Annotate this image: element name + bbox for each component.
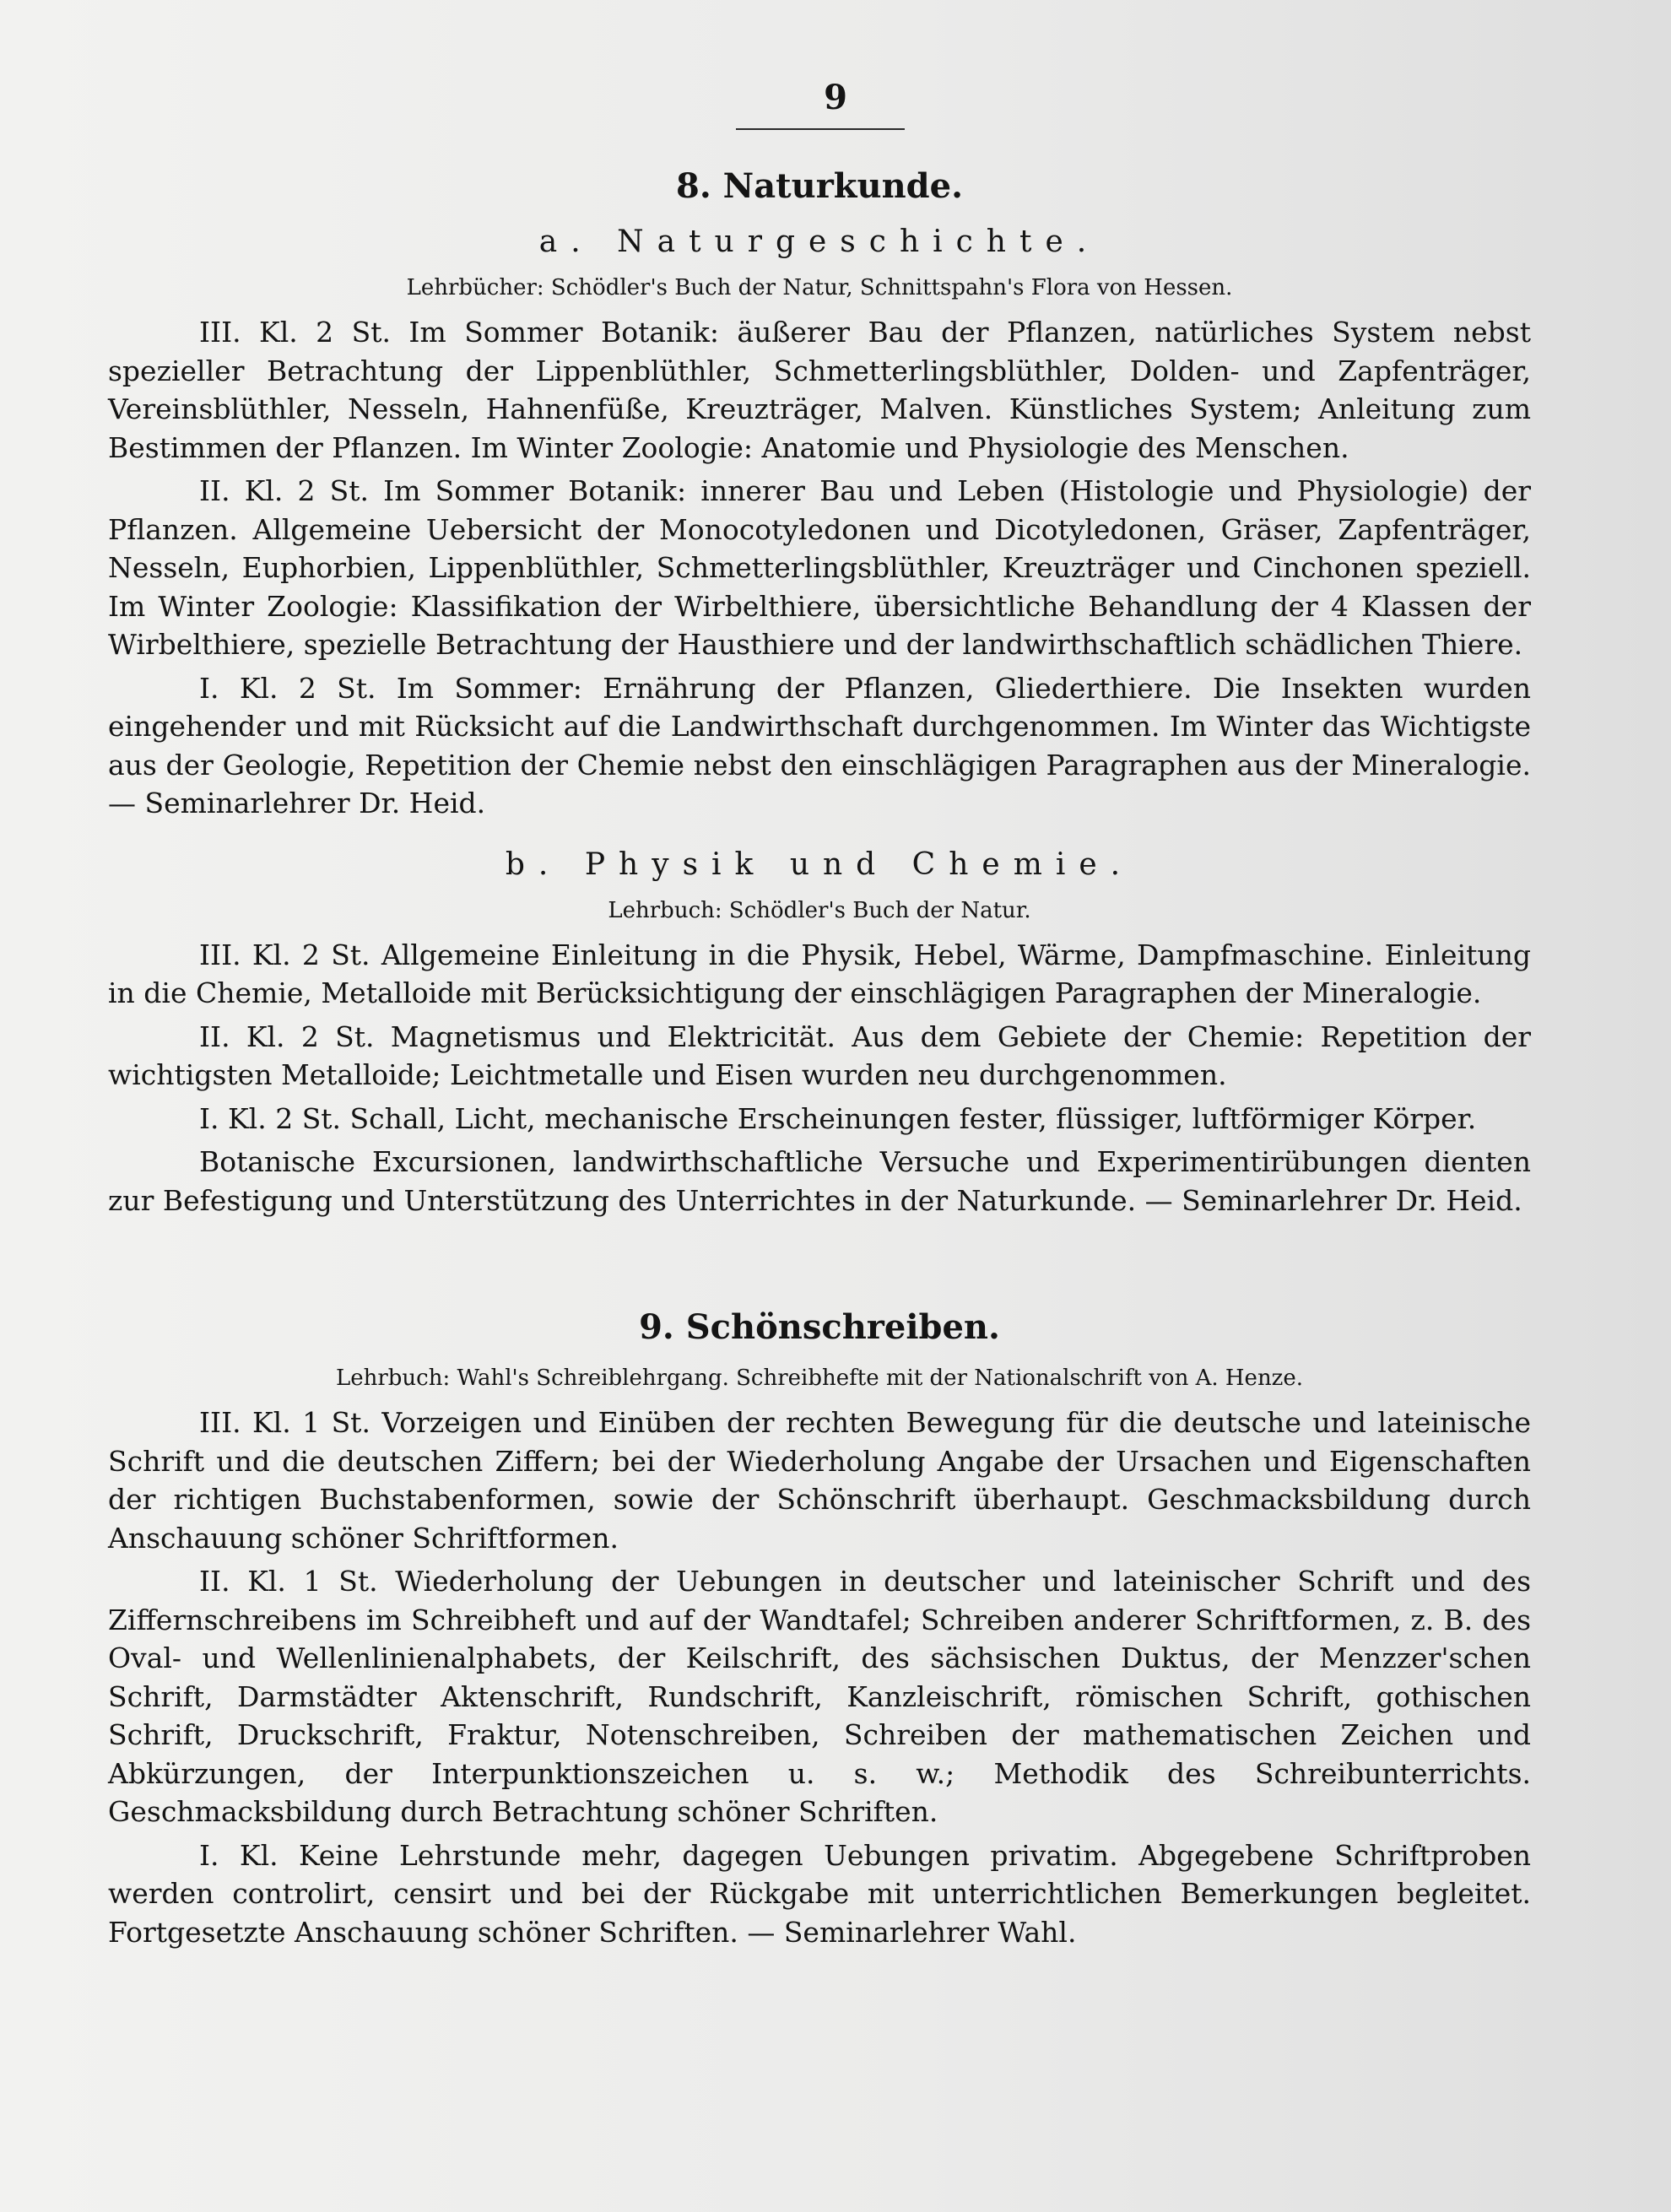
subsection-physik-chemie (108, 840, 1531, 1220)
paragraph-naturgeschichte-class-iii: III. Kl. 2 St. Im Sommer Botanik: äußerer Bau der Pflanzen, natürliches System nebst spezieller Betrachtung der Lippenblüthler, Schmetterlingsblüthler, Dolden- und Zapfenträger, Vereinsblüthler, Nesseln, Hahnenfüße, Kreuzträger, Malven. Künstliches System; Anleitung zum Bestimmen der Pflanzen. Im Winter Zoologie: Anatomie und Physiologie des Menschen. (108, 316, 1531, 464)
textbooks-physik-chemie: Lehrbuch: Schödler's Buch der Natur. (608, 897, 1031, 923)
paragraph-schoenschreiben-class-i: I. Kl. Keine Lehrstunde mehr, dagegen Uebungen privatim. Abgegebene Schriftproben werden controlirt, censirt und bei der Rückgabe mit unterrichtlichen Bemerkungen begleitet. Fortgesetzte Anschauung schöner Schriften. — Seminarlehrer Wahl. (108, 1838, 1531, 1949)
page-number-rule (736, 128, 905, 130)
textbooks-schoenschreiben: Lehrbuch: Wahl's Schreiblehrgang. Schreibhefte mit der Nationalschrift von A. Henze. (335, 1366, 1304, 1391)
subsection-heading-naturgeschichte: a. Naturgeschichte. (538, 224, 1100, 259)
paragraph-schoenschreiben-class-ii: II. Kl. 1 St. Wiederholung der Uebungen in deutscher und lateinischer Schrift und des Ziffernschreibens im Schreibheft und auf der Wandtafel; Schreiben anderer Schriftformen, z. B. des Oval- und Wellenlinienalphabets, der Keilschrift, des sächsischen Duktus, der Menzzer'schen Schrift, Darmstädter Aktenschrift, Rundschrift, Kanzleischrift, römischen Schrift, gothischen Schrift, Druckschrift, Fraktur, Notenschreiben, Schreiben der mathematischen Zeichen und Abkürzungen, der Interpunktionszeichen u. s. w.; Methodik des Schreibunterrichts. Geschmacksbildung durch Betrachtung schöner Schriften. (108, 1565, 1531, 1828)
section-heading-naturkunde: 8. Naturkunde. (675, 166, 964, 206)
paragraph-physik-class-i: I. Kl. 2 St. Schall, Licht, mechanische Erscheinungen fester, flüssiger, luftförmiger Körper. (199, 1101, 1477, 1135)
section-heading-schoenschreiben: 9. Schönschreiben. (639, 1307, 1000, 1347)
section-naturkunde (108, 156, 1531, 1220)
paragraph-physik-excursions: Botanische Excursionen, landwirthschaftliche Versuche und Experimentirübungen dienten zur Befestigung und Unterstützung des Unterrichtes in der Naturkunde. — Seminarlehrer Dr. Heid. (108, 1145, 1531, 1217)
textbooks-naturgeschichte: Lehrbücher: Schödler's Buch der Natur, Schnittspahn's Flora von Hessen. (406, 275, 1233, 300)
page-number: 9 (824, 78, 847, 117)
paragraph-naturgeschichte-class-ii: II. Kl. 2 St. Im Sommer Botanik: innerer Bau und Leben (Histologie und Physiologie) der Pflanzen. Allgemeine Uebersicht der Monocotyledonen und Dicotyledonen, Gräser, Zapfenträger, Nesseln, Euphorbien, Lippenblüthler, Schmetterlingsblüthler, Kreuzträger und Cinchonen speziell. Im Winter Zoologie: Klassifikation der Wirbelthiere, übersichtliche Behandlung der 4 Klassen der Wirbelthiere, spezielle Betrachtung der Hausthiere und der landwirthschaftlich schädlichen Thiere. (108, 474, 1531, 661)
paragraph-physik-class-iii: III. Kl. 2 St. Allgemeine Einleitung in die Physik, Hebel, Wärme, Dampfmaschine. Einleitung in die Chemie, Metalloide mit Berücksichtigung der einschlägigen Paragraphen der Mineralogie. (108, 938, 1531, 1009)
subsection-heading-physik-chemie: b. Physik und Chemie. (505, 846, 1134, 882)
page-content (108, 156, 1531, 1951)
section-schoenschreiben (108, 1297, 1531, 1951)
subsection-naturgeschichte (108, 217, 1531, 823)
paragraph-physik-class-ii: II. Kl. 2 St. Magnetismus und Elektricität. Aus dem Gebiete der Chemie: Repetition der wichtigsten Metalloide; Leichtmetalle und Eisen wurden neu durchgenommen. (108, 1019, 1531, 1091)
paragraph-naturgeschichte-class-i: I. Kl. 2 St. Im Sommer: Ernährung der Pflanzen, Gliederthiere. Die Insekten wurden eingehender und mit Rücksicht auf die Landwirthschaft durchgenommen. Im Winter das Wichtigste aus der Geologie, Repetition der Chemie nebst den einschlägigen Paragraphen aus der Mineralogie. — Seminarlehrer Dr. Heid. (108, 671, 1531, 819)
paragraph-schoenschreiben-class-iii: III. Kl. 1 St. Vorzeigen und Einüben der rechten Bewegung für die deutsche und lateinische Schrift und die deutschen Ziffern; bei der Wiederholung Angabe der Ursachen und Eigenschaften der richtigen Buchstabenformen, sowie der Schönschrift überhaupt. Geschmacksbildung durch Anschauung schöner Schriftformen. (108, 1406, 1531, 1555)
